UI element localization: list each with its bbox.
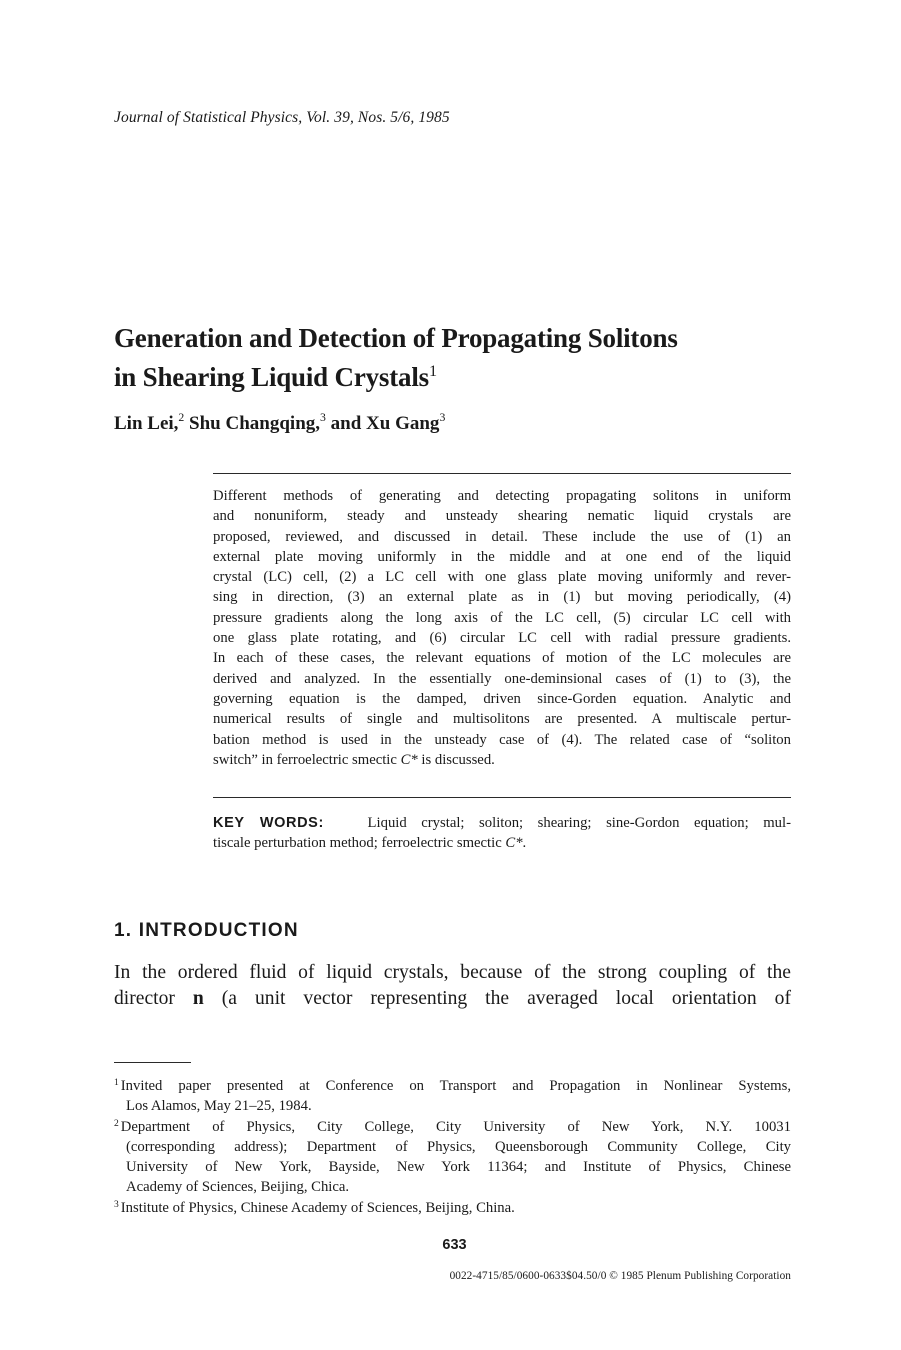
footnote: [114, 1117, 791, 1198]
keywords-text: tiscale perturbation method; ferroelectric smectic: [213, 835, 506, 852]
abstract-top-rule: [213, 473, 791, 474]
abstract-line: numerical results of single and multisolitons are presented. A multiscale pertur-: [213, 711, 791, 728]
paper-title: [114, 322, 814, 394]
intro-paragraph: [114, 960, 791, 1012]
abstract-line: [213, 750, 791, 770]
keywords-line-2: [213, 833, 791, 853]
footnote-text: Institute of Physics, Chinese Academy of Sciences, Beijing, China.: [120, 1199, 515, 1216]
footnote-line: [114, 1198, 791, 1218]
abstract-line: one glass plate rotating, and (6) circular LC cell with radial pressure gradients.: [213, 630, 791, 647]
footnote-text: Invited paper presented at Conference on Transport and Propagation in Nonlinear Systems,: [120, 1078, 791, 1094]
footnote-line: Los Alamos, May 21–25, 1984.: [126, 1098, 312, 1115]
smectic-symbol: C*: [400, 751, 418, 768]
author-list: [114, 413, 445, 435]
abstract-line: In each of these cases, the relevant equations of motion of the LC molecules are: [213, 650, 791, 667]
page-number: 633: [442, 1237, 467, 1253]
author-affiliation-mark: 3: [320, 411, 326, 424]
footnote-rule: [114, 1062, 191, 1063]
footnote-line: [114, 1117, 791, 1137]
keywords: [213, 813, 791, 854]
journal-citation: Journal of Statistical Physics, Vol. 39, Nos. 5/6, 1985: [114, 109, 450, 126]
footnote: [114, 1076, 791, 1117]
title-footnote-mark: 1: [428, 362, 437, 380]
intro-text: (a unit vector representing the averaged local orientation of: [203, 988, 791, 1009]
abstract: [213, 486, 791, 770]
abstract-last-text: switch” in ferroelectric smectic: [213, 751, 401, 768]
abstract-line: external plate moving uniformly in the middle and at one end of the liquid: [213, 548, 791, 565]
author-name: Lin Lei,: [114, 413, 179, 434]
abstract-line: and nonuniform, steady and unsteady shearing nematic liquid crystals are: [213, 508, 791, 525]
section-heading: 1. INTRODUCTION: [114, 920, 299, 941]
abstract-line: Different methods of generating and detecting propagating solitons in uniform: [213, 488, 791, 504]
abstract-line: governing equation is the damped, driven since-Gorden equation. Analytic and: [213, 690, 791, 707]
keywords-text: Liquid crystal; soliton; shearing; sine-Gordon equation; mul-: [367, 815, 791, 831]
footnote-line: Academy of Sciences, Beijing, Chica.: [126, 1179, 350, 1196]
author-name: Shu Changqing,: [189, 413, 321, 434]
smectic-symbol: C*: [505, 835, 523, 852]
author-affiliation-mark: 3: [439, 411, 446, 424]
footnotes: [114, 1076, 791, 1218]
abstract-line: derived and analyzed. In the essentially one-deminsional cases of (1) to (3), the: [213, 670, 791, 687]
footnote-mark: 2: [114, 1117, 119, 1129]
footnote-line: [114, 1076, 791, 1096]
abstract-line: crystal (LC) cell, (2) a LC cell with one glass plate moving uniformly and rever-: [213, 569, 791, 586]
abstract-line: sing in direction, (3) an external plate as in (1) but moving periodically, (4): [213, 589, 791, 606]
intro-text: director: [114, 988, 193, 1009]
keywords-line-1: [213, 813, 791, 833]
intro-line: In the ordered fluid of liquid crystals, because of the strong coupling of the: [114, 962, 791, 983]
title-line-2-text: in Shearing Liquid Crystals: [114, 362, 429, 392]
director-vector-symbol: n: [192, 988, 204, 1009]
abstract-last-tail: is discussed.: [417, 751, 495, 768]
title-line-1: Generation and Detection of Propagating Solitons: [114, 323, 678, 353]
author-name: and Xu Gang: [330, 413, 440, 434]
abstract-line: proposed, reviewed, and discussed in detail. These include the use of (1) an: [213, 528, 791, 545]
title-line-2: [114, 355, 814, 394]
author-affiliation-mark: 2: [178, 411, 185, 424]
footnote: [114, 1198, 791, 1218]
abstract-line: bation method is used in the unsteady case of (4). The related case of “soliton: [213, 731, 791, 748]
copyright-line: 0022-4715/85/0600-0633$04.50/0 © 1985 Plenum Publishing Corporation: [449, 1270, 791, 1282]
abstract-bottom-rule: [213, 797, 791, 798]
footnote-mark: 1: [114, 1077, 119, 1088]
footnote-text: Department of Physics, City College, City University of New York, N.Y. 10031: [120, 1118, 791, 1135]
keywords-label: KEY WORDS:: [213, 815, 324, 831]
footnote-mark: 3: [114, 1198, 119, 1210]
footnote-line: University of New York, Bayside, New York 11364; and Institute of Physics, Chinese: [126, 1159, 791, 1176]
footnote-line: (corresponding address); Department of Physics, Queensborough Community College, City: [126, 1138, 791, 1155]
keywords-tail: .: [522, 835, 527, 852]
intro-line: [114, 986, 791, 1012]
abstract-line: pressure gradients along the long axis of the LC cell, (5) circular LC cell with: [213, 609, 791, 626]
